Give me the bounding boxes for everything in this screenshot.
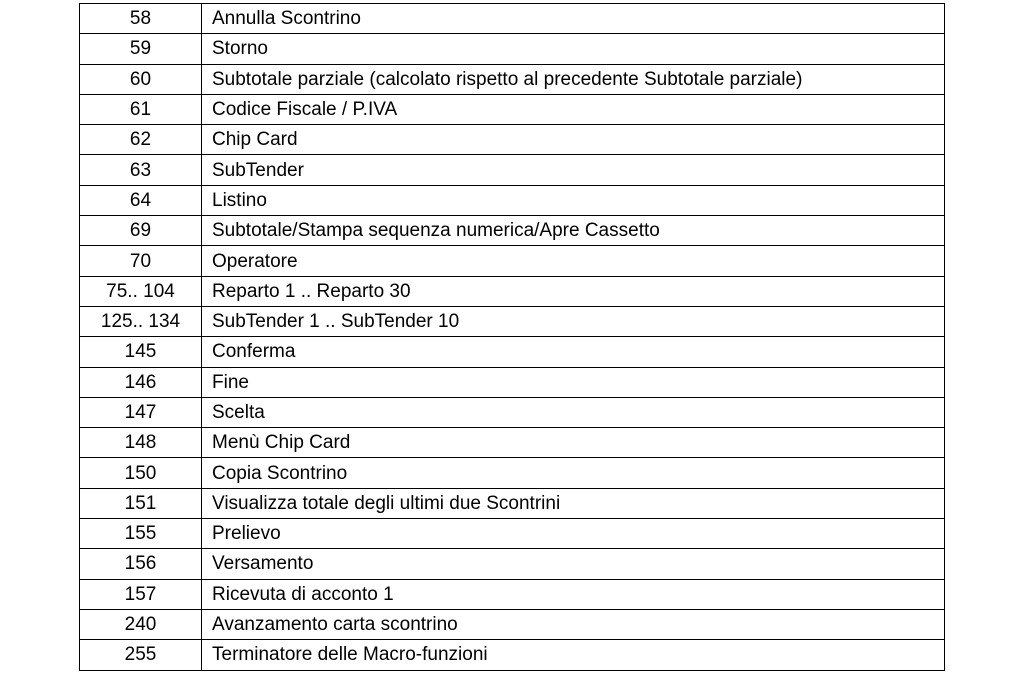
function-code-cell: 240 [80,609,202,639]
function-description-cell: Scelta [202,397,945,427]
function-description-cell: Listino [202,185,945,215]
function-description-cell: Copia Scontrino [202,458,945,488]
function-code-cell: 60 [80,64,202,94]
table-row [80,306,945,336]
table-row [80,34,945,64]
function-code-cell: 255 [80,640,202,670]
function-description-cell: Storno [202,34,945,64]
table-row [80,155,945,185]
function-description-cell: Ricevuta di acconto 1 [202,579,945,609]
table-row [80,185,945,215]
function-description-cell: Operatore [202,246,945,276]
function-description-cell: Menù Chip Card [202,428,945,458]
function-description-cell: Conferma [202,337,945,367]
function-code-cell: 64 [80,185,202,215]
function-description-cell: Avanzamento carta scontrino [202,609,945,639]
table-row [80,519,945,549]
function-code-cell: 59 [80,34,202,64]
function-codes-table-container [79,3,944,671]
table-row [80,337,945,367]
table-row [80,367,945,397]
table-row [80,216,945,246]
function-code-cell: 156 [80,549,202,579]
function-description-cell: Fine [202,367,945,397]
table-row [80,276,945,306]
table-row [80,458,945,488]
table-body [80,4,945,671]
function-code-cell: 151 [80,488,202,518]
table-row [80,246,945,276]
function-code-cell: 155 [80,519,202,549]
function-code-cell: 147 [80,397,202,427]
function-codes-table [79,3,945,671]
function-description-cell: Codice Fiscale / P.IVA [202,94,945,124]
function-description-cell: Chip Card [202,125,945,155]
table-row [80,609,945,639]
function-code-cell: 148 [80,428,202,458]
table-row [80,64,945,94]
function-description-cell: Subtotale/Stampa sequenza numerica/Apre Cassetto [202,216,945,246]
function-description-cell: Terminatore delle Macro-funzioni [202,640,945,670]
function-description-cell: Versamento [202,549,945,579]
function-code-cell: 125.. 134 [80,306,202,336]
table-row [80,579,945,609]
function-code-cell: 62 [80,125,202,155]
function-code-cell: 146 [80,367,202,397]
function-code-cell: 61 [80,94,202,124]
table-row [80,428,945,458]
table-row [80,488,945,518]
table-row [80,549,945,579]
function-code-cell: 70 [80,246,202,276]
table-row [80,125,945,155]
table-row [80,94,945,124]
function-description-cell: Annulla Scontrino [202,4,945,34]
function-description-cell: Subtotale parziale (calcolato rispetto al precedente Subtotale parziale) [202,64,945,94]
function-code-cell: 63 [80,155,202,185]
function-code-cell: 69 [80,216,202,246]
table-row [80,640,945,670]
function-description-cell: Reparto 1 .. Reparto 30 [202,276,945,306]
function-description-cell: Visualizza totale degli ultimi due Scontrini [202,488,945,518]
function-code-cell: 58 [80,4,202,34]
function-description-cell: SubTender [202,155,945,185]
function-code-cell: 157 [80,579,202,609]
table-row [80,397,945,427]
function-description-cell: SubTender 1 .. SubTender 10 [202,306,945,336]
function-code-cell: 145 [80,337,202,367]
function-description-cell: Prelievo [202,519,945,549]
function-code-cell: 75.. 104 [80,276,202,306]
table-row [80,4,945,34]
function-code-cell: 150 [80,458,202,488]
